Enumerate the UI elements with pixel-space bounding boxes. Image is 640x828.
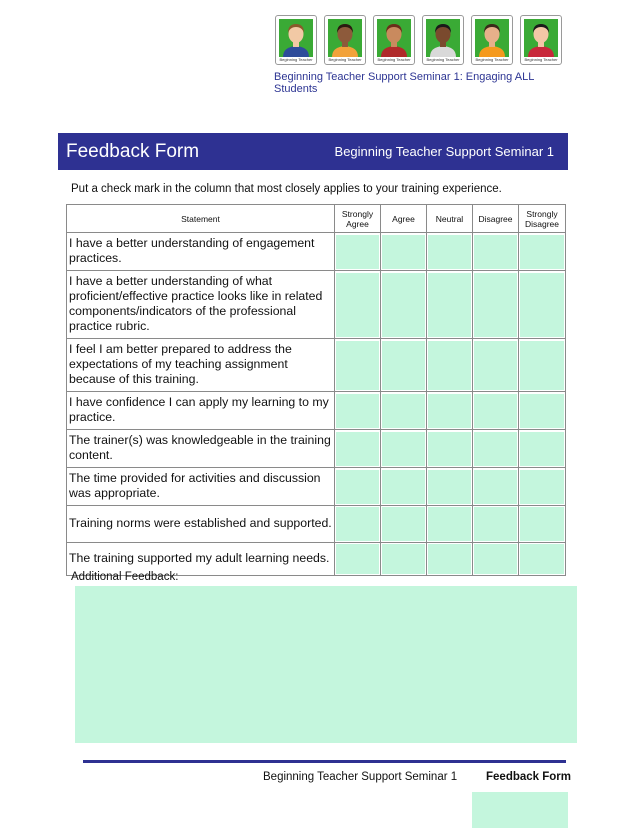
check-cell[interactable] bbox=[473, 468, 519, 506]
check-field[interactable] bbox=[474, 470, 517, 504]
column-header: Disagree bbox=[473, 205, 519, 233]
check-cell[interactable] bbox=[427, 339, 473, 392]
avatar-background bbox=[377, 19, 411, 57]
check-field[interactable] bbox=[474, 394, 517, 428]
check-field[interactable] bbox=[520, 341, 564, 390]
check-cell[interactable] bbox=[381, 506, 427, 543]
check-cell[interactable] bbox=[335, 233, 381, 271]
statement-text: I have a better understanding of engagement practices. bbox=[67, 233, 335, 271]
teacher-5-avatar bbox=[471, 15, 513, 65]
check-field[interactable] bbox=[428, 273, 471, 337]
teacher-3-avatar bbox=[373, 15, 415, 65]
check-cell[interactable] bbox=[473, 271, 519, 339]
footer-field[interactable] bbox=[472, 792, 568, 828]
banner-subtitle: Beginning Teacher Support Seminar 1 bbox=[334, 144, 554, 159]
check-cell[interactable] bbox=[519, 468, 566, 506]
person-icon bbox=[377, 19, 411, 57]
check-cell[interactable] bbox=[381, 233, 427, 271]
check-field[interactable] bbox=[520, 394, 564, 428]
column-header: Strongly Disagree bbox=[519, 205, 566, 233]
table-row bbox=[67, 506, 566, 543]
check-cell[interactable] bbox=[381, 468, 427, 506]
check-cell[interactable] bbox=[473, 233, 519, 271]
check-cell[interactable] bbox=[335, 543, 381, 576]
form-banner bbox=[58, 133, 568, 170]
table-row bbox=[67, 392, 566, 430]
check-cell[interactable] bbox=[427, 233, 473, 271]
check-field[interactable] bbox=[382, 507, 425, 541]
person-icon bbox=[475, 19, 509, 57]
check-field[interactable] bbox=[336, 432, 379, 466]
check-cell[interactable] bbox=[473, 430, 519, 468]
check-cell[interactable] bbox=[335, 468, 381, 506]
avatar-caption: Beginning Teacher bbox=[279, 57, 313, 62]
check-cell[interactable] bbox=[335, 271, 381, 339]
check-field[interactable] bbox=[336, 544, 379, 574]
check-cell[interactable] bbox=[427, 468, 473, 506]
check-field[interactable] bbox=[474, 273, 517, 337]
column-header: Neutral bbox=[427, 205, 473, 233]
check-cell[interactable] bbox=[427, 430, 473, 468]
check-field[interactable] bbox=[428, 235, 471, 269]
footer-seminar: Beginning Teacher Support Seminar 1 bbox=[263, 771, 458, 783]
check-cell[interactable] bbox=[381, 392, 427, 430]
check-cell[interactable] bbox=[335, 506, 381, 543]
teacher-2-avatar bbox=[324, 15, 366, 65]
statement-text: The training supported my adult learning needs. bbox=[67, 543, 335, 576]
check-field[interactable] bbox=[382, 544, 425, 574]
avatar-caption: Beginning Teacher bbox=[377, 57, 411, 62]
avatar-caption: Beginning Teacher bbox=[475, 57, 509, 62]
check-cell[interactable] bbox=[381, 271, 427, 339]
check-cell[interactable] bbox=[381, 430, 427, 468]
check-cell[interactable] bbox=[381, 339, 427, 392]
check-cell[interactable] bbox=[473, 392, 519, 430]
footer-form-name: Feedback Form bbox=[486, 771, 571, 783]
check-cell[interactable] bbox=[519, 233, 566, 271]
avatar-background bbox=[328, 19, 362, 57]
avatar-caption: Beginning Teacher bbox=[524, 57, 558, 62]
teacher-6-avatar bbox=[520, 15, 562, 65]
check-cell[interactable] bbox=[519, 543, 566, 576]
check-field[interactable] bbox=[520, 273, 564, 337]
check-cell[interactable] bbox=[427, 271, 473, 339]
additional-feedback-field[interactable] bbox=[75, 586, 577, 743]
check-field[interactable] bbox=[382, 394, 425, 428]
check-cell[interactable] bbox=[519, 339, 566, 392]
statement-text: I have a better understanding of what proficient/effective practice looks like in related components/indicators of the professional practice rubric. bbox=[67, 271, 335, 339]
statement-text: The time provided for activities and discussion was appropriate. bbox=[67, 468, 335, 506]
avatar-background bbox=[279, 19, 313, 57]
person-icon bbox=[279, 19, 313, 57]
avatar-background bbox=[475, 19, 509, 57]
statement-text: I have confidence I can apply my learning to my practice. bbox=[67, 392, 335, 430]
check-field[interactable] bbox=[520, 235, 564, 269]
check-field[interactable] bbox=[520, 432, 564, 466]
check-cell[interactable] bbox=[519, 271, 566, 339]
check-field[interactable] bbox=[474, 432, 517, 466]
check-cell[interactable] bbox=[427, 392, 473, 430]
person-icon bbox=[328, 19, 362, 57]
check-cell[interactable] bbox=[335, 392, 381, 430]
check-field[interactable] bbox=[428, 341, 471, 390]
check-field[interactable] bbox=[336, 470, 379, 504]
avatar-background bbox=[426, 19, 460, 57]
check-field[interactable] bbox=[428, 394, 471, 428]
check-cell[interactable] bbox=[427, 543, 473, 576]
statement-header: Statement bbox=[67, 205, 335, 233]
statement-text: Training norms were established and supported. bbox=[67, 506, 335, 543]
check-field[interactable] bbox=[382, 273, 425, 337]
person-icon bbox=[426, 19, 460, 57]
check-field[interactable] bbox=[474, 507, 517, 541]
check-field[interactable] bbox=[428, 507, 471, 541]
check-field[interactable] bbox=[474, 341, 517, 390]
check-field[interactable] bbox=[336, 273, 379, 337]
check-cell[interactable] bbox=[473, 506, 519, 543]
check-cell[interactable] bbox=[519, 506, 566, 543]
check-field[interactable] bbox=[382, 235, 425, 269]
table-row bbox=[67, 430, 566, 468]
check-cell[interactable] bbox=[519, 430, 566, 468]
teacher-avatar-strip bbox=[275, 15, 565, 67]
check-cell[interactable] bbox=[335, 430, 381, 468]
avatar-caption: Beginning Teacher bbox=[426, 57, 460, 62]
check-field[interactable] bbox=[336, 235, 379, 269]
check-field[interactable] bbox=[428, 544, 471, 574]
table-row bbox=[67, 468, 566, 506]
check-field[interactable] bbox=[474, 235, 517, 269]
table-row bbox=[67, 271, 566, 339]
form-title: Feedback Form bbox=[66, 140, 200, 162]
footer-divider bbox=[83, 760, 566, 763]
check-cell[interactable] bbox=[381, 543, 427, 576]
check-field[interactable] bbox=[336, 507, 379, 541]
check-field[interactable] bbox=[520, 544, 564, 574]
column-header: Strongly Agree bbox=[335, 205, 381, 233]
person-icon bbox=[524, 19, 558, 57]
table-row bbox=[67, 233, 566, 271]
instruction-text: Put a check mark in the column that most closely applies to your training experience. bbox=[71, 183, 502, 195]
avatar-caption: Beginning Teacher bbox=[328, 57, 362, 62]
check-field[interactable] bbox=[428, 470, 471, 504]
teacher-4-avatar bbox=[422, 15, 464, 65]
check-cell[interactable] bbox=[473, 543, 519, 576]
check-field[interactable] bbox=[520, 507, 564, 541]
check-field[interactable] bbox=[520, 470, 564, 504]
check-cell[interactable] bbox=[473, 339, 519, 392]
check-field[interactable] bbox=[336, 394, 379, 428]
check-cell[interactable] bbox=[519, 392, 566, 430]
seminar-subtitle: Beginning Teacher Support Seminar 1: Engaging ALL Students bbox=[274, 71, 534, 95]
check-cell[interactable] bbox=[335, 339, 381, 392]
check-field[interactable] bbox=[382, 432, 425, 466]
avatar-background bbox=[524, 19, 558, 57]
additional-feedback-label: Additional Feedback: bbox=[71, 571, 179, 583]
teacher-1-avatar bbox=[275, 15, 317, 65]
check-cell[interactable] bbox=[427, 506, 473, 543]
check-field[interactable] bbox=[336, 341, 379, 390]
statement-text: The trainer(s) was knowledgeable in the training content. bbox=[67, 430, 335, 468]
check-field[interactable] bbox=[428, 432, 471, 466]
feedback-table bbox=[66, 204, 566, 576]
check-field[interactable] bbox=[382, 470, 425, 504]
column-header: Agree bbox=[381, 205, 427, 233]
check-field[interactable] bbox=[382, 341, 425, 390]
check-field[interactable] bbox=[474, 544, 517, 574]
table-row bbox=[67, 339, 566, 392]
statement-text: I feel I am better prepared to address the expectations of my teaching assignment because of this training. bbox=[67, 339, 335, 392]
